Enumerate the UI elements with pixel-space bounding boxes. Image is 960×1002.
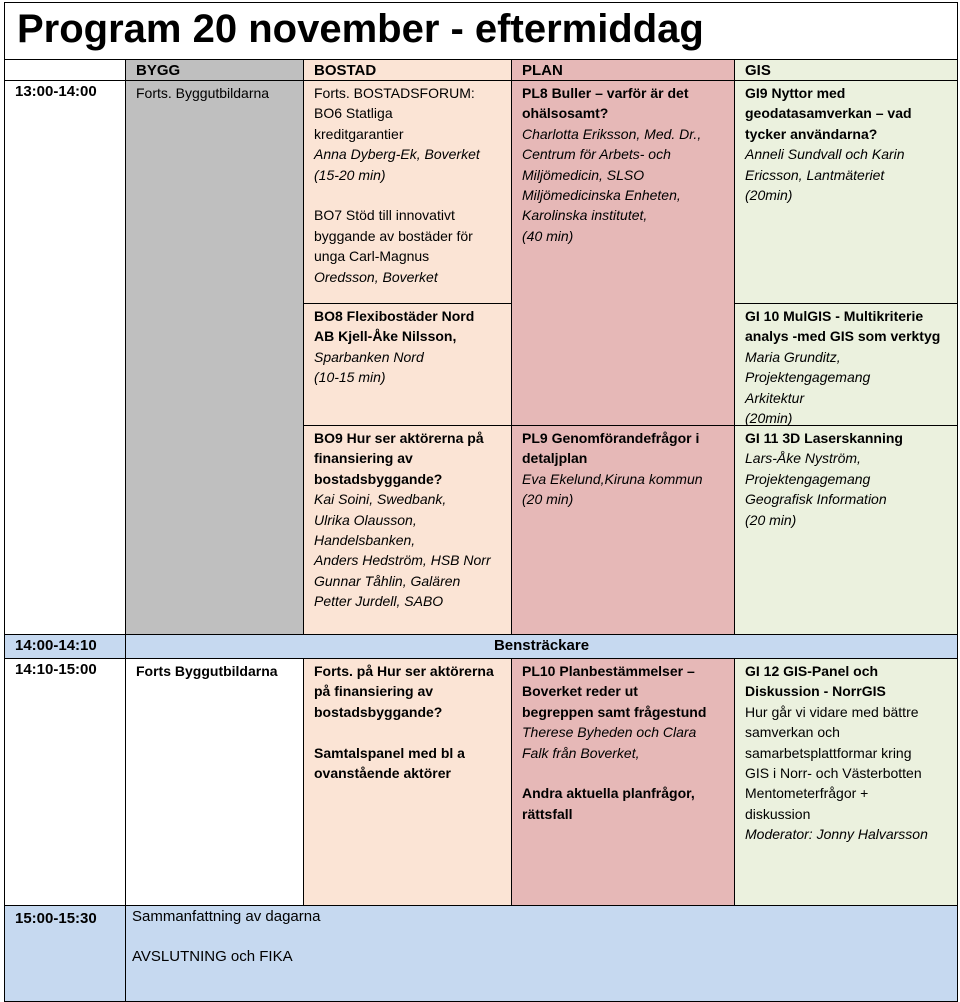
text-line: ovanstående aktörer (314, 765, 451, 782)
text-line: Arkitektur (745, 389, 805, 406)
text-line: analys -med GIS som verktyg (745, 328, 941, 345)
break-row (126, 635, 958, 659)
text-line: ohälsosamt? (522, 105, 609, 122)
session-gi9 (735, 81, 958, 304)
session-text (522, 428, 728, 510)
page-title: Program 20 november - eftermiddag (17, 7, 704, 51)
text-line: bostadsbyggande? (314, 703, 443, 720)
text-line: byggande av bostäder för (314, 227, 473, 244)
session-text (745, 306, 951, 428)
session-text (314, 83, 505, 287)
text-line: GI 12 GIS-Panel och (745, 663, 879, 679)
text-line: GIS i Norr- och Västerbotten (745, 765, 922, 782)
text-line: PL8 Buller – varför är det (522, 85, 689, 101)
time-slot-1500: 15:00-15:30 (4, 906, 126, 1002)
text-line: Gunnar Tåhlin, Galären (314, 572, 461, 589)
text-line: Andra aktuella planfrågor, (522, 785, 695, 802)
text-line: samarbetsplattformar kring (745, 744, 912, 761)
text-line: PL9 Genomförandefrågor i (522, 430, 700, 446)
text-line: (20min) (745, 187, 793, 204)
text-line: Projektengagemang (745, 470, 871, 487)
header-gis: GIS (735, 60, 958, 81)
text-line: unga Carl-Magnus (314, 248, 430, 265)
text-line: Anna Dyberg-Ek, Boverket (314, 146, 480, 163)
text-line: (20 min) (745, 511, 797, 528)
text-line: Miljömedicinska Enheten, (522, 187, 681, 204)
session-text (522, 83, 728, 246)
session-text (745, 428, 951, 530)
text-line: BO6 Statliga (314, 105, 393, 122)
text-line: Kai Soini, Swedbank, (314, 491, 447, 508)
text-line: Oredsson, Boverket (314, 268, 438, 285)
text-line: Hur går vi vidare med bättre (745, 703, 919, 720)
time-slot-1400: 14:00-14:10 (4, 635, 126, 659)
text-line: kreditgarantier (314, 125, 404, 142)
session-gi12 (735, 659, 958, 906)
text-line: GI 11 3D Laserskanning (745, 430, 903, 446)
text-line: Mentometerfrågor + (745, 785, 869, 802)
text-line: (10-15 min) (314, 369, 386, 386)
text-line: Forts. på Hur ser aktörerna (314, 663, 494, 679)
text-line: (15-20 min) (314, 166, 386, 183)
session-pl10 (512, 659, 735, 906)
text-line: på finansiering av (314, 683, 434, 700)
break-label: Bensträckare (493, 637, 590, 654)
text-line: Centrum för Arbets- och (522, 146, 671, 163)
text-line: GI9 Nyttor med (745, 85, 846, 101)
text-line: BO9 Hur ser aktörerna på (314, 430, 484, 446)
session-pl9 (512, 426, 735, 635)
text-line: BO7 Stöd till innovativt (314, 207, 455, 224)
text-line: Therese Byheden och Clara (522, 724, 697, 741)
text-line: Anneli Sundvall och Karin (745, 146, 905, 163)
text-line: Ericsson, Lantmäteriet (745, 166, 885, 183)
text-line: tycker användarna? (745, 125, 878, 142)
time-slot-1300: 13:00-14:00 (4, 81, 126, 635)
text-line: Falk från Boverket, (522, 744, 640, 761)
session-gi11 (735, 426, 958, 635)
header-bygg: BYGG (126, 60, 304, 81)
text-line: Lars-Åke Nyström, (745, 450, 861, 467)
text-line (314, 722, 505, 742)
session-gi10 (735, 304, 958, 426)
session-text (314, 661, 505, 783)
text-line (314, 185, 505, 205)
text-line: Petter Jurdell, SABO (314, 593, 444, 610)
time-slot-1410: 14:10-15:00 (4, 659, 126, 906)
header-bostad: BOSTAD (304, 60, 512, 81)
closing-row (126, 906, 958, 1002)
session-pl8 (512, 81, 735, 426)
text-line: Eva Ekelund,Kiruna kommun (522, 470, 703, 487)
closing-summary: Sammanfattning av dagarna (132, 908, 321, 925)
session-text (314, 428, 505, 612)
text-line: Miljömedicin, SLSO (522, 166, 645, 183)
text-line: Forts. BOSTADSFORUM: (314, 85, 475, 101)
text-line: BO8 Flexibostäder Nord (314, 308, 475, 324)
text-line: (40 min) (522, 227, 574, 244)
text-line: GI 10 MulGIS - Multikriterie (745, 308, 924, 324)
header-time-cell (4, 60, 126, 81)
text-line: Moderator: Jonny Halvarsson (745, 826, 928, 843)
text-line: Samtalspanel med bl a (314, 744, 465, 761)
text-line: detaljplan (522, 450, 588, 467)
text-line: (20min) (745, 410, 793, 427)
text-line: bostadsbyggande? (314, 470, 443, 487)
session-bo8 (304, 304, 512, 426)
text-line: diskussion (745, 805, 811, 822)
session-text (745, 661, 951, 845)
text-line: Maria Grunditz, (745, 348, 841, 365)
text-line: finansiering av (314, 450, 413, 467)
text-line: Charlotta Eriksson, Med. Dr., (522, 125, 702, 142)
session-text (745, 83, 951, 205)
text-line: Handelsbanken, (314, 532, 416, 549)
session-bo9 (304, 426, 512, 635)
bygg-text-1300: Forts. Byggutbildarna (136, 85, 270, 101)
text-line: Anders Hedström, HSB Norr (314, 552, 491, 569)
page-title-box (4, 2, 958, 60)
text-line: rättsfall (522, 805, 573, 822)
text-line: Projektengagemang (745, 369, 871, 386)
header-plan: PLAN (512, 60, 735, 81)
bygg-text-1410: Forts Byggutbildarna (136, 663, 278, 679)
session-bostad-panel (304, 659, 512, 906)
text-line: samverkan och (745, 724, 840, 741)
session-text (522, 661, 728, 824)
text-line: (20 min) (522, 491, 574, 508)
text-line: Karolinska institutet, (522, 207, 648, 224)
session-bo6-bo7 (304, 81, 512, 304)
text-line: Ulrika Olausson, (314, 511, 417, 528)
text-line (522, 763, 728, 783)
bygg-cell-1410 (126, 659, 304, 906)
text-line: Geografisk Information (745, 491, 887, 508)
text-line: Diskussion - NorrGIS (745, 683, 886, 700)
text-line: geodatasamverkan – vad (745, 105, 912, 122)
session-text (314, 306, 505, 388)
text-line: PL10 Planbestämmelser – (522, 663, 695, 679)
text-line: begreppen samt frågestund (522, 703, 707, 720)
text-line: AB Kjell-Åke Nilsson, (314, 328, 457, 345)
text-line: Boverket reder ut (522, 683, 638, 700)
text-line: Sparbanken Nord (314, 348, 424, 365)
closing-fika: AVSLUTNING och FIKA (132, 948, 293, 965)
bygg-cell-1300 (126, 81, 304, 635)
